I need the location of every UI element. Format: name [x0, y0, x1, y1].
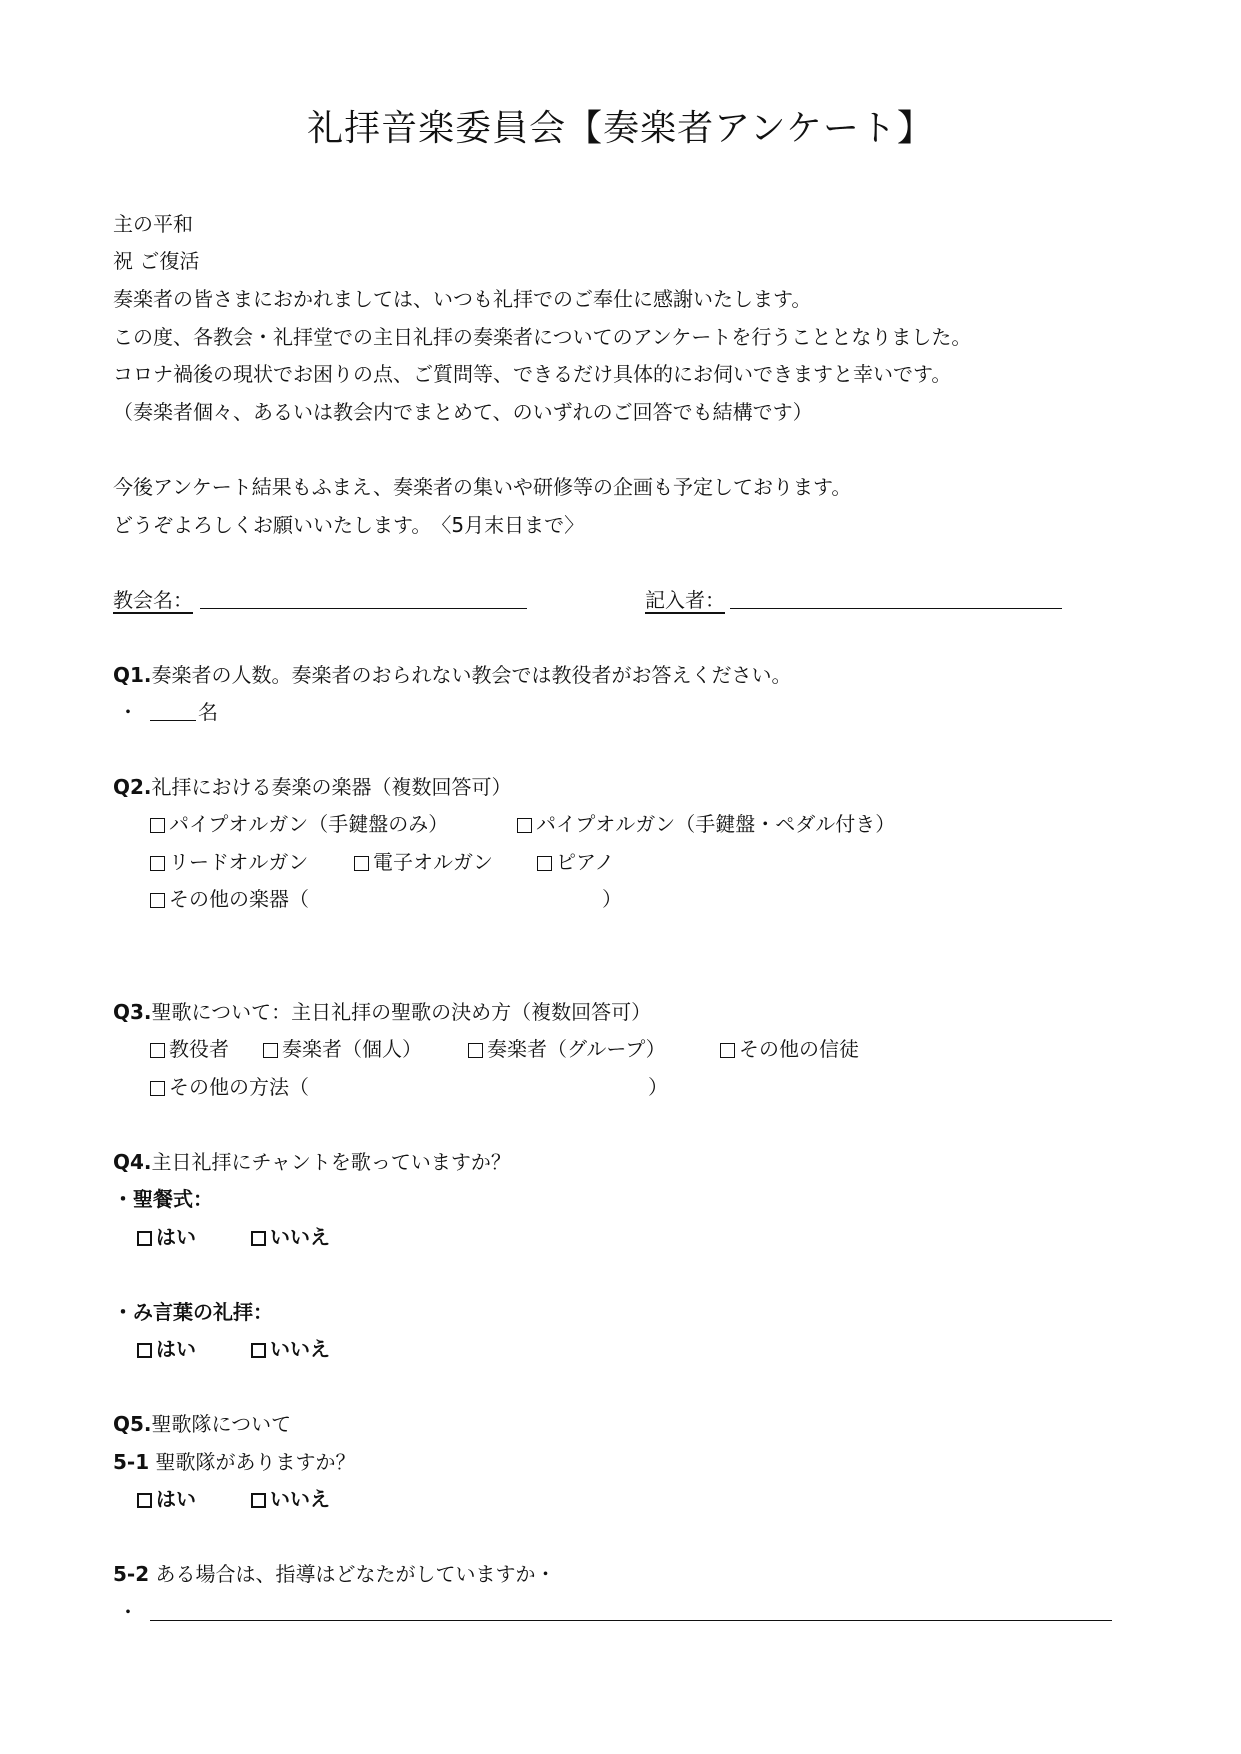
- q5-1-yes[interactable]: はい: [137, 1483, 196, 1512]
- q5-2-answer-field[interactable]: [150, 1620, 1112, 1621]
- q3-text: 聖歌について：主日礼拝の聖歌の決め方（複数回答可）: [151, 1000, 652, 1024]
- q2-option-other[interactable]: その他の楽器（: [150, 883, 309, 912]
- page-title: 礼拝音楽委員会【奏楽者アンケート】: [307, 108, 934, 149]
- checkbox-icon[interactable]: [137, 1231, 152, 1246]
- q2-option-electronic-organ[interactable]: 電子オルガン: [354, 846, 493, 875]
- greeting-line-1: 主の平和: [113, 212, 193, 236]
- checkbox-icon[interactable]: [517, 818, 532, 833]
- closing-line-2: どうぞよろしくお願いいたします。 〈5月末日まで〉: [113, 513, 585, 537]
- q1-text: 奏楽者の人数。奏楽者のおられない教会では教役者がお答えください。: [151, 663, 792, 687]
- q5-2-text: ある場合は、指導はどなたがしていますか・: [149, 1562, 556, 1586]
- q3-other-close-paren: ）: [648, 1075, 668, 1099]
- checkbox-icon[interactable]: [150, 1043, 165, 1058]
- checkbox-icon[interactable]: [150, 893, 165, 908]
- q3-option-clergy[interactable]: 教役者: [150, 1033, 229, 1062]
- greeting-line-5: コロナ禍後の現状でお困りの点、ご質問等、できるだけ具体的にお伺いできますと幸いです。: [113, 362, 952, 386]
- checkbox-icon[interactable]: [354, 856, 369, 871]
- q5-1-heading: [113, 1446, 356, 1475]
- q2-text: 礼拝における奏楽の楽器（複数回答可）: [151, 775, 512, 799]
- q4-word-service-yes[interactable]: はい: [137, 1333, 196, 1362]
- greeting-line-3: 奏楽者の皆さまにおかれましては、いつも礼拝でのご奉仕に感謝いたします。: [113, 287, 812, 311]
- church-name-label: 教会名：: [113, 588, 193, 612]
- q5-2-bullet: ・: [118, 1600, 138, 1624]
- writer-name-field[interactable]: [730, 608, 1062, 609]
- q4-eucharist-yes[interactable]: はい: [137, 1221, 196, 1250]
- q1-unit: 名: [198, 700, 218, 724]
- q1-bullet: ・: [118, 700, 138, 724]
- q4-word-service-label: ・み言葉の礼拝：: [113, 1300, 273, 1324]
- q2-option-reed-organ[interactable]: リードオルガン: [150, 846, 308, 875]
- q4-eucharist-label: ・聖餐式：: [113, 1187, 213, 1211]
- q3-option-musician-individual[interactable]: 奏楽者（個人）: [263, 1033, 422, 1062]
- checkbox-icon[interactable]: [263, 1043, 278, 1058]
- q4-eucharist-no[interactable]: いいえ: [251, 1221, 330, 1250]
- q4-label: Q4.: [113, 1150, 152, 1174]
- q5-1-no[interactable]: いいえ: [251, 1483, 330, 1512]
- q1-label: Q1.: [113, 663, 152, 687]
- checkbox-icon[interactable]: [150, 856, 165, 871]
- q4-word-service-no[interactable]: いいえ: [251, 1333, 330, 1362]
- q2-heading: [113, 771, 512, 800]
- greeting-line-4: この度、各教会・礼拝堂での主日礼拝の奏楽者についてのアンケートを行うこととなりました。: [113, 325, 972, 349]
- q1-heading: [113, 659, 792, 688]
- q2-option-pipe-pedal[interactable]: パイプオルガン（手鍵盤・ペダル付き）: [517, 808, 895, 837]
- checkbox-icon[interactable]: [537, 856, 552, 871]
- q4-heading: [113, 1146, 511, 1175]
- q5-2-label: 5-2: [113, 1562, 150, 1586]
- q4-text: 主日礼拝にチャントを歌っていますか？: [151, 1150, 511, 1174]
- q3-option-other-method[interactable]: その他の方法（: [150, 1071, 309, 1100]
- q3-option-other-laity[interactable]: その他の信徒: [720, 1033, 859, 1062]
- checkbox-icon[interactable]: [251, 1231, 266, 1246]
- q3-option-musician-group[interactable]: 奏楽者（グループ）: [468, 1033, 666, 1062]
- checkbox-icon[interactable]: [251, 1493, 266, 1508]
- q5-2-heading: [113, 1558, 556, 1587]
- checkbox-icon[interactable]: [468, 1043, 483, 1058]
- checkbox-icon[interactable]: [720, 1043, 735, 1058]
- q5-label: Q5.: [113, 1412, 152, 1436]
- checkbox-icon[interactable]: [137, 1343, 152, 1358]
- q2-option-piano[interactable]: ピアノ: [537, 846, 614, 875]
- checkbox-icon[interactable]: [137, 1493, 152, 1508]
- q2-option-pipe-manual[interactable]: パイプオルガン（手鍵盤のみ）: [150, 808, 448, 837]
- q1-count-field[interactable]: [150, 720, 196, 721]
- q2-label: Q2.: [113, 775, 152, 799]
- checkbox-icon[interactable]: [150, 818, 165, 833]
- q3-label: Q3.: [113, 1000, 152, 1024]
- q3-heading: [113, 996, 651, 1025]
- q5-1-text: 聖歌隊がありますか？: [149, 1450, 356, 1474]
- church-name-field[interactable]: [200, 608, 527, 609]
- q5-heading: [113, 1408, 291, 1437]
- checkbox-icon[interactable]: [150, 1081, 165, 1096]
- greeting-line-2: 祝 ご復活: [113, 249, 200, 273]
- writer-name-label: 記入者：: [645, 588, 725, 612]
- q5-1-label: 5-1: [113, 1450, 150, 1474]
- greeting-line-6: （奏楽者個々、あるいは教会内でまとめて、のいずれのご回答でも結構です）: [113, 400, 813, 424]
- checkbox-icon[interactable]: [251, 1343, 266, 1358]
- q5-text: 聖歌隊について: [151, 1412, 292, 1436]
- closing-line-1: 今後アンケート結果もふまえ、奏楽者の集いや研修等の企画も予定しております。: [113, 475, 852, 499]
- q2-other-close-paren: ）: [602, 887, 622, 911]
